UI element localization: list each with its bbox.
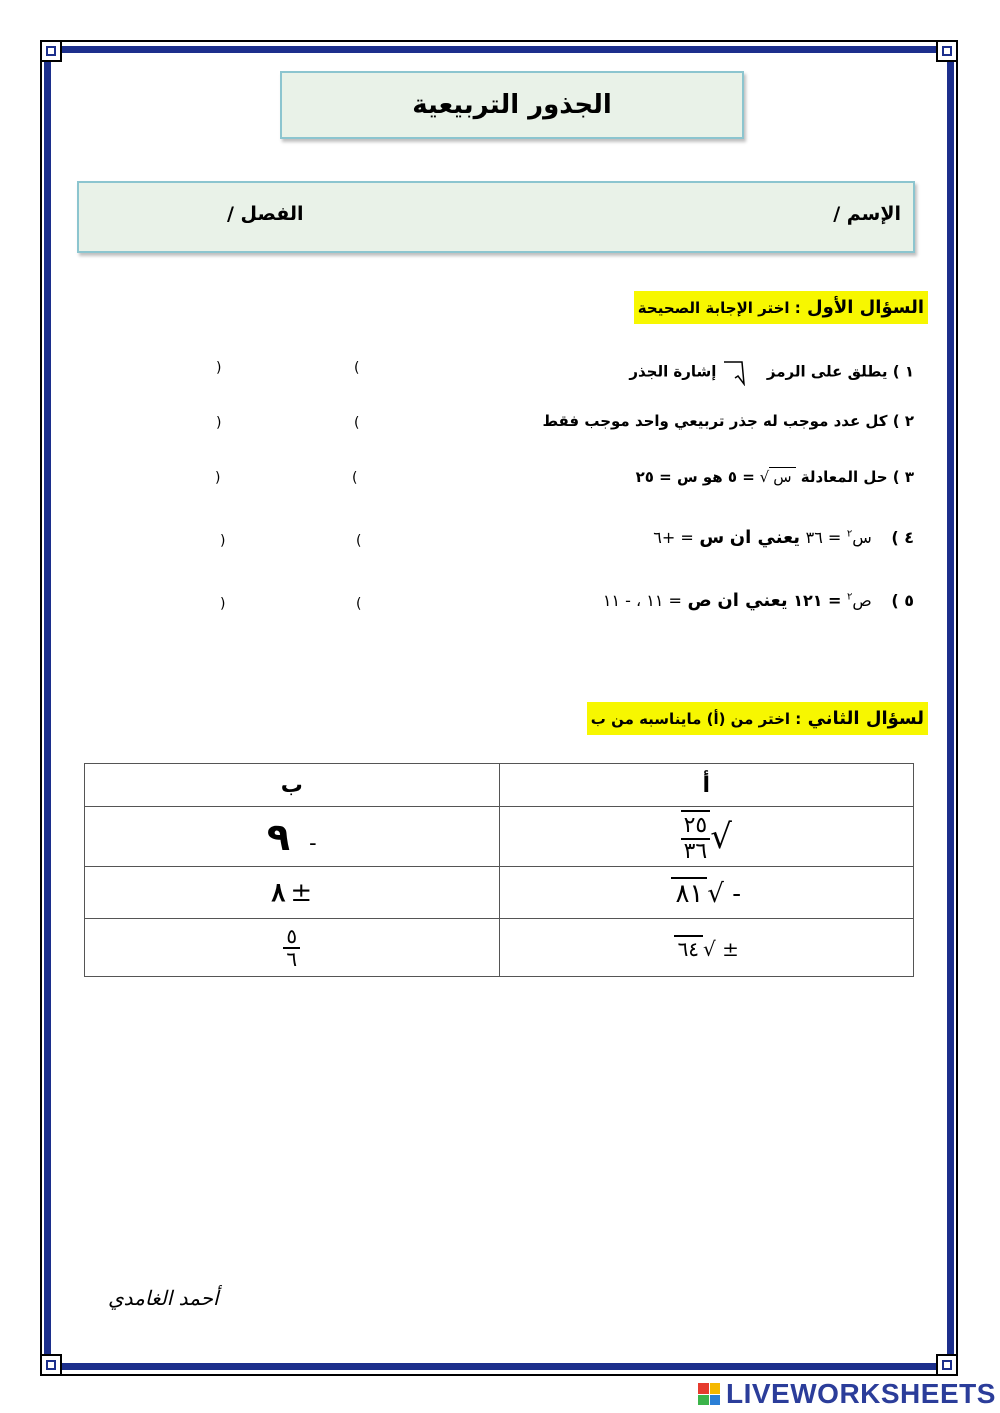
q1-item-5 [603, 590, 914, 611]
table-row [85, 807, 914, 867]
corner-ornament-top-left [40, 40, 62, 62]
answer-paren-open: ( [356, 533, 362, 549]
sqrt-expression [674, 937, 739, 961]
table-header-row [85, 764, 914, 807]
radical-sign-icon: √ [759, 468, 770, 486]
item-text-after: = ٣٦ [805, 528, 842, 547]
fraction-denominator: ٣٦ [683, 838, 708, 864]
item-number: ٢ ) [892, 412, 914, 430]
liveworksheets-brand-text: LIVEWORKSHEETS [726, 1378, 996, 1409]
column-b-header: ب [85, 764, 500, 807]
answer-cell-a[interactable] [499, 807, 914, 867]
answer-cell-a[interactable] [499, 919, 914, 977]
fraction-numerator: ٥ [283, 926, 300, 949]
sqrt-expression [755, 468, 796, 486]
item-answer: = ١١ ، - ١١ [602, 591, 682, 610]
sign-prefix: - [732, 878, 742, 909]
answer-paren-close: ) [220, 596, 226, 612]
item-text: كل عدد موجب له جذر تربيعي واحد موجب فقط [542, 412, 888, 430]
answer-paren-close: ) [220, 533, 226, 549]
radical-symbol-icon [722, 358, 762, 386]
radicand: ٦٤ [674, 935, 703, 961]
fraction-numerator: ٢٥ [681, 814, 711, 839]
sqrt-expression [671, 879, 741, 909]
q1-item-2 [542, 412, 914, 430]
item-text: حل المعادلة [800, 468, 888, 486]
class-label: الفصل / [227, 203, 304, 225]
question1-title: السؤال الأول [807, 297, 924, 318]
q1-item-4 [653, 527, 914, 548]
answer-paren-close: ) [216, 415, 222, 431]
fraction [681, 810, 711, 862]
answer-cell-b[interactable] [85, 807, 500, 867]
item-number: ٣ ) [892, 468, 914, 486]
radicand: ٨١ [671, 877, 707, 909]
answer-cell-b[interactable] [85, 867, 500, 919]
student-info-box [77, 181, 915, 253]
item-answer: = +٦ [653, 528, 694, 547]
worksheet-title [280, 71, 744, 139]
item-text: يطلق على الرمز [766, 362, 888, 381]
power-base: ص [852, 591, 872, 610]
power-exponent: ٢ [847, 591, 853, 603]
q1-item-3 [636, 467, 914, 486]
sign-prefix: ± [722, 936, 739, 961]
implies-phrase: يعني ان [717, 590, 788, 611]
answer-cell-a[interactable] [499, 867, 914, 919]
item-number: ١ ) [892, 362, 914, 381]
question2-heading [587, 702, 928, 735]
question1-heading [634, 291, 928, 324]
b-value: ٨ [271, 877, 286, 908]
answer-paren-open: ( [352, 470, 358, 486]
matching-table [84, 763, 914, 977]
variable: ص [687, 590, 712, 611]
sqrt-fraction [681, 813, 732, 864]
power-base: س [852, 528, 872, 547]
question2-title: لسؤال الثاني [807, 708, 924, 729]
answer-paren-open: ( [354, 415, 360, 431]
answer-paren-close: ) [215, 470, 221, 486]
item-text-after: = ١٢١ [793, 591, 842, 610]
column-a-header: أ [499, 764, 914, 807]
radical-sign-icon: √ [710, 816, 732, 857]
question1-instruction: : اختر الإجابة الصحيحة [637, 299, 801, 317]
item-number: ٤ ) [891, 528, 914, 547]
b-sign: ± [290, 877, 313, 908]
table-row [85, 919, 914, 977]
radicand: س [769, 467, 795, 486]
b-sign: - [309, 830, 317, 856]
variable: س [699, 527, 725, 548]
corner-ornament-bottom-right [936, 1354, 958, 1376]
fraction-denominator: ٦ [286, 946, 298, 971]
worksheet-title-text: الجذور التربيعية [412, 90, 612, 120]
item-text-after: إشارة الجذر [629, 362, 717, 381]
radical-sign-icon: √ [707, 878, 724, 909]
liveworksheets-logo-icon [698, 1383, 720, 1405]
b-fraction [283, 923, 300, 971]
answer-cell-b[interactable] [85, 919, 500, 977]
corner-ornament-bottom-left [40, 1354, 62, 1376]
author-signature: أحمد الغامدي [108, 1286, 219, 1310]
answer-paren-open: ( [356, 596, 362, 612]
b-value: ٩ [266, 814, 291, 859]
table-row [85, 867, 914, 919]
item-number: ٥ ) [891, 591, 914, 610]
power-exponent: ٢ [846, 528, 853, 540]
q1-item-1 [629, 358, 914, 386]
answer-paren-close: ) [216, 360, 222, 376]
corner-ornament-top-right [936, 40, 958, 62]
item-text-after: = ٥ هو س = ٢٥ [635, 468, 755, 486]
question2-instruction: : اختر من (أ) مايناسبه من ب [590, 710, 802, 728]
answer-paren-open: ( [354, 360, 360, 376]
liveworksheets-logo[interactable] [698, 1378, 996, 1410]
radical-sign-icon: √ [703, 936, 716, 961]
implies-phrase: يعني ان [729, 527, 801, 548]
name-label: الإسم / [833, 203, 901, 225]
